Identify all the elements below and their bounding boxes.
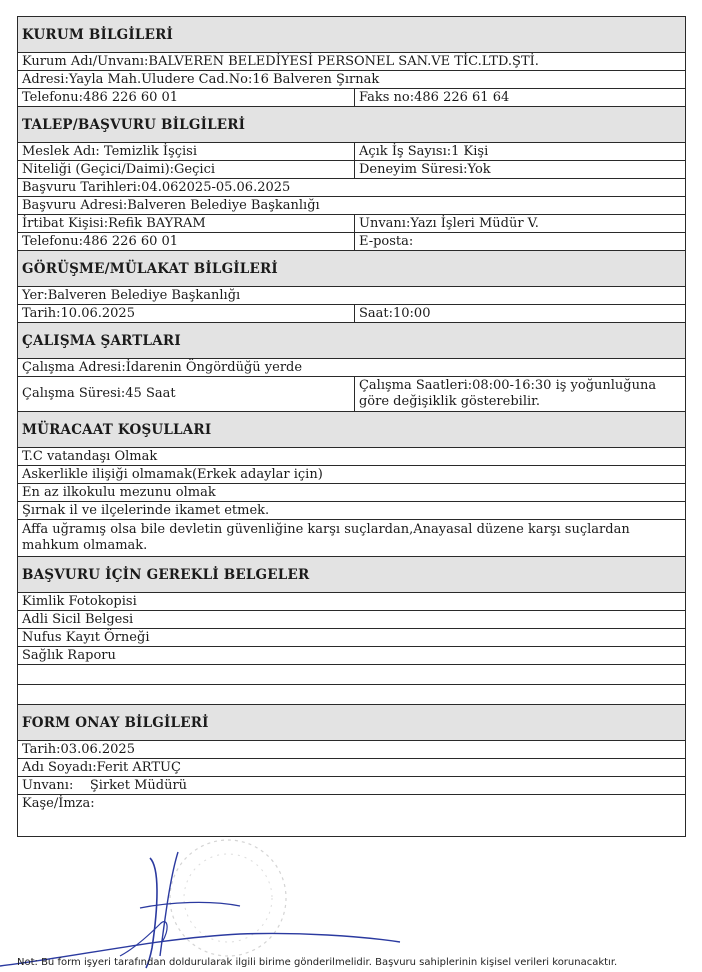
onay-adi-soyadi: Adı Soyadı:Ferit ARTUÇ	[18, 759, 686, 777]
section-title-talep: TALEP/BAŞVURU BİLGİLERİ	[18, 107, 686, 143]
gorusme-tarih: Tarih:10.06.2025	[18, 305, 355, 323]
muracaat-item: Askerlikle ilişiği olmamak(Erkek adaylar için)	[18, 466, 686, 484]
talep-eposta: E-posta:	[354, 233, 685, 251]
job-posting-form	[17, 16, 686, 837]
section-title-gorusme: GÖRÜŞME/MÜLAKAT BİLGİLERİ	[18, 251, 686, 287]
belge-empty-row	[18, 685, 686, 705]
calisma-adresi: Çalışma Adresi:İdarenin Öngördüğü yerde	[18, 359, 686, 377]
footnote: Not: Bu form işyeri tarafından doldurularak ilgili birime gönderilmelidir. Başvuru sahiplerinin kişisel verileri korunacaktır.	[17, 957, 618, 968]
section-title-muracaat: MÜRACAAT KOŞULLARI	[18, 412, 686, 448]
basvuru-adresi: Başvuru Adresi:Balveren Belediye Başkanlığı	[18, 197, 686, 215]
kurum-adi: Kurum Adı/Unvanı:BALVEREN BELEDİYESİ PERSONEL SAN.VE TİC.LTD.ŞTİ.	[18, 53, 686, 71]
muracaat-item: T.C vatandaşı Olmak	[18, 448, 686, 466]
basvuru-tarihleri: Başvuru Tarihleri:04.062025-05.06.2025	[18, 179, 686, 197]
acik-is-sayisi: Açık İş Sayısı:1 Kişi	[354, 143, 685, 161]
onay-unvan: Unvanı: Şirket Müdürü	[18, 777, 686, 795]
kurum-adres: Adresi:Yayla Mah.Uludere Cad.No:16 Balveren Şırnak	[18, 71, 686, 89]
muracaat-item: Affa uğramış olsa bile devletin güvenliğine karşı suçlardan,Anayasal düzene karşı suçlardan mahkum olmamak.	[18, 520, 686, 557]
muracaat-item: Şırnak il ve ilçelerinde ikamet etmek.	[18, 502, 686, 520]
niteligi: Niteliği (Geçici/Daimi):Geçici	[18, 161, 355, 179]
irtibat-kisisi: İrtibat Kişisi:Refik BAYRAM	[18, 215, 355, 233]
calisma-saatleri: Çalışma Saatleri:08:00-16:30 iş yoğunluğuna göre değişiklik gösterebilir.	[354, 377, 685, 412]
meslek-adi: Meslek Adı: Temizlik İşçisi	[18, 143, 355, 161]
gorusme-yer: Yer:Balveren Belediye Başkanlığı	[18, 287, 686, 305]
irtibat-unvan: Unvanı:Yazı İşleri Müdür V.	[354, 215, 685, 233]
onay-kase-imza: Kaşe/İmza:	[18, 795, 686, 837]
signature-stamp-icon	[0, 838, 702, 972]
belge-item: Sağlık Raporu	[18, 647, 686, 665]
section-title-belgeler: BAŞVURU İÇİN GEREKLİ BELGELER	[18, 557, 686, 593]
gorusme-saat: Saat:10:00	[354, 305, 685, 323]
deneyim-suresi: Deneyim Süresi:Yok	[354, 161, 685, 179]
talep-telefon: Telefonu:486 226 60 01	[18, 233, 355, 251]
kurum-telefon: Telefonu:486 226 60 01	[18, 89, 355, 107]
section-title-kurum: KURUM BİLGİLERİ	[18, 17, 686, 53]
form-table	[17, 16, 686, 837]
muracaat-item: En az ilkokulu mezunu olmak	[18, 484, 686, 502]
belge-item: Kimlik Fotokopisi	[18, 593, 686, 611]
belge-item: Nufus Kayıt Örneği	[18, 629, 686, 647]
calisma-suresi: Çalışma Süresi:45 Saat	[18, 377, 355, 412]
section-title-onay: FORM ONAY BİLGİLERİ	[18, 705, 686, 741]
onay-tarih: Tarih:03.06.2025	[18, 741, 686, 759]
section-title-calisma: ÇALIŞMA ŞARTLARI	[18, 323, 686, 359]
belge-empty-row	[18, 665, 686, 685]
belge-item: Adli Sicil Belgesi	[18, 611, 686, 629]
kurum-faks: Faks no:486 226 61 64	[354, 89, 685, 107]
